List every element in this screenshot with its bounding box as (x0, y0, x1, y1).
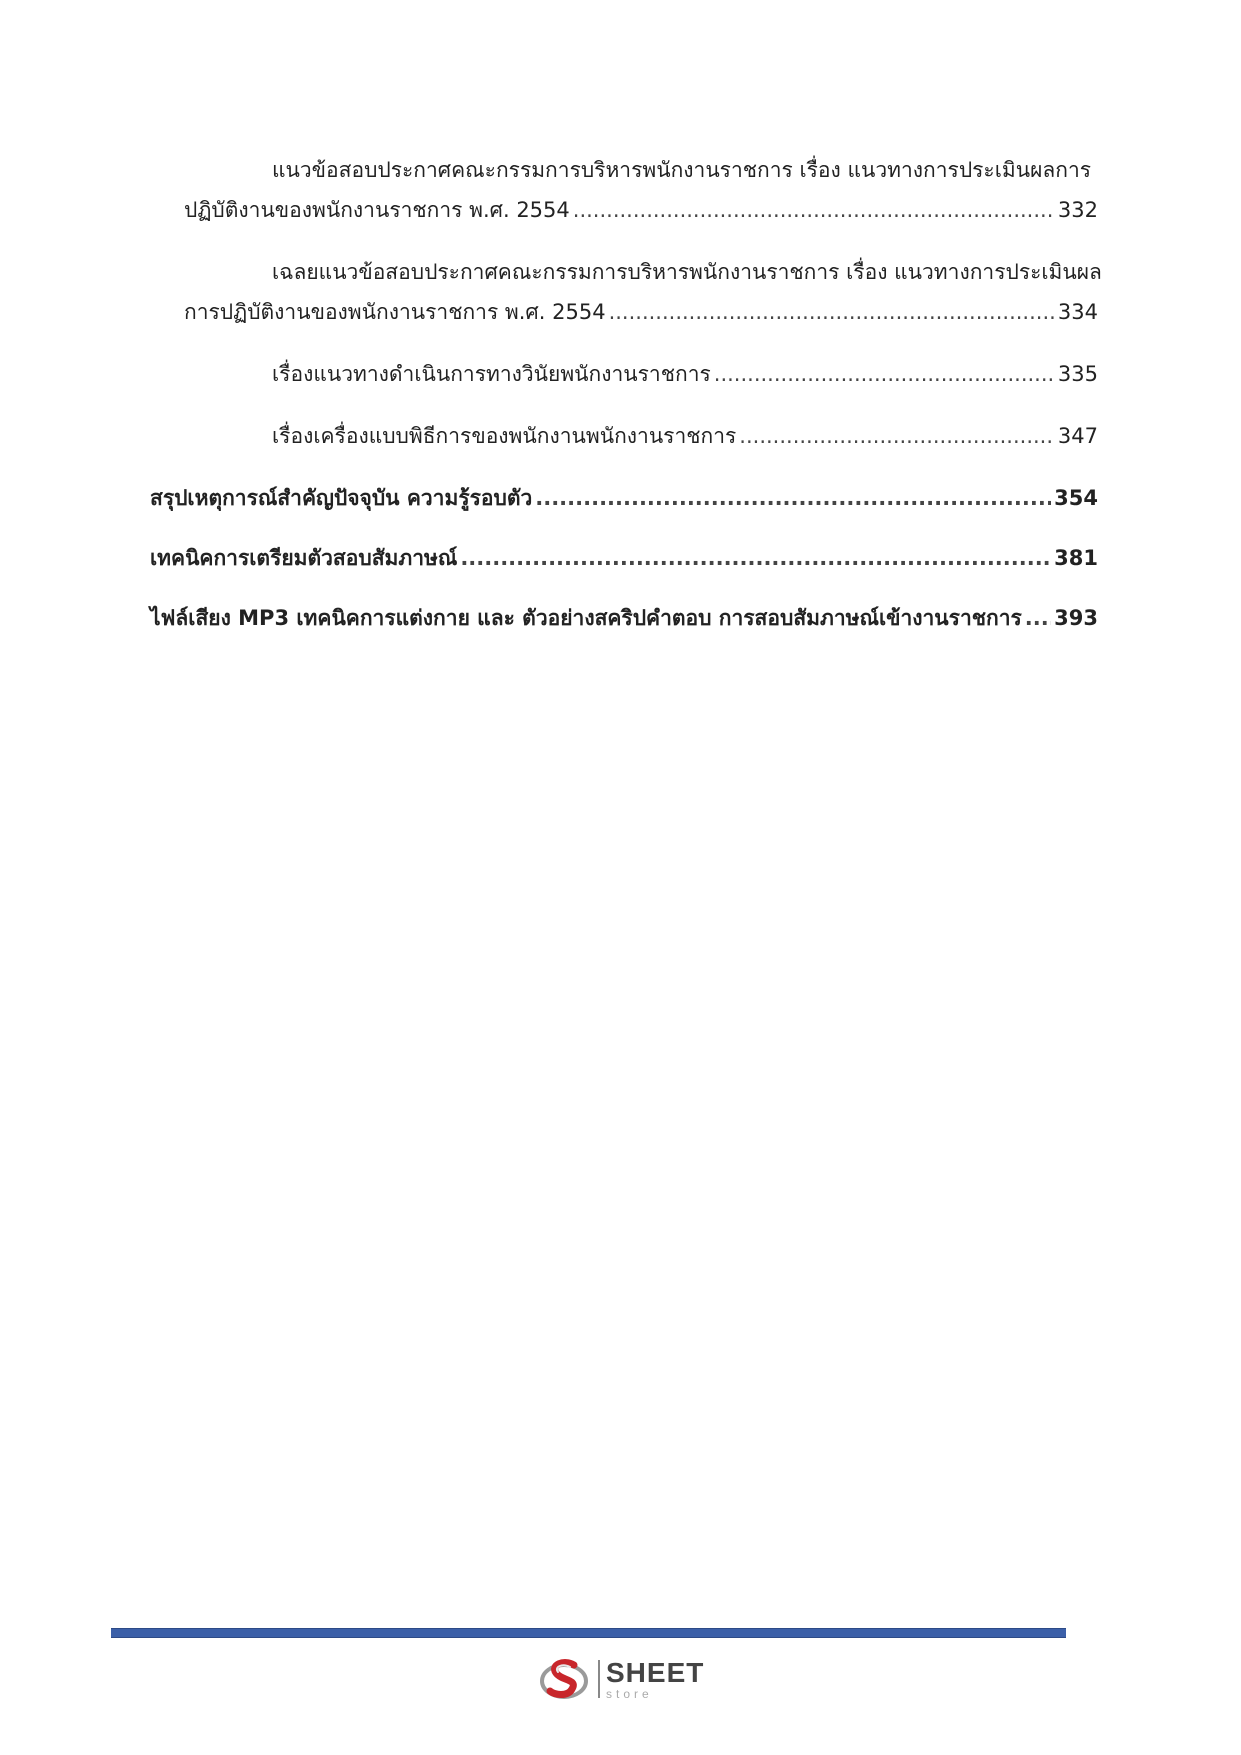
toc-major-line (150, 478, 1098, 518)
toc-page-number: 393 (1054, 606, 1098, 630)
toc-entry-title-line1: แนวข้อสอบประกาศคณะกรรมการบริหารพนักงานราชการ เรื่อง แนวทางการประเมินผลการ (272, 158, 1092, 182)
sheet-store-s-icon (540, 1655, 592, 1703)
logo-separator (598, 1660, 600, 1698)
toc-entry-line (150, 292, 1098, 332)
toc-entry[interactable] (150, 354, 1098, 394)
dot-leader (535, 478, 1051, 518)
dot-leader (714, 354, 1055, 394)
logo-wordmark (606, 1656, 705, 1701)
dot-leader (460, 538, 1051, 578)
toc-page-number: 334 (1057, 300, 1098, 324)
toc-major-title: เทคนิคการเตรียมตัวสอบสัมภาษณ์ (150, 546, 458, 570)
toc-entry-title: เรื่องเครื่องแบบพิธีการของพนักงานพนักงานราชการ (272, 424, 737, 448)
toc-page-number: 335 (1057, 362, 1098, 386)
toc-page-number: 332 (1057, 198, 1098, 222)
toc-major-entry[interactable] (150, 538, 1098, 578)
toc-entry[interactable] (150, 416, 1098, 456)
toc-entry-line (150, 416, 1098, 456)
toc-major-entry[interactable] (150, 598, 1098, 638)
footer-divider (111, 1628, 1066, 1638)
toc-major-title: สรุปเหตุการณ์สำคัญปัจจุบัน ความรู้รอบตัว (150, 486, 533, 510)
toc-entry-title: เรื่องแนวทางดำเนินการทางวินัยพนักงานราชการ (272, 362, 711, 386)
toc-page-number: 381 (1054, 546, 1098, 570)
toc-major-line (150, 598, 1098, 638)
toc-entry-title-line2: ปฏิบัติงานของพนักงานราชการ พ.ศ. 2554 (184, 198, 570, 222)
toc-major-title: ไฟล์เสียง MP3 เทคนิคการแต่งกาย และ ตัวอย่างสคริปคำตอบ การสอบสัมภาษณ์เข้างานราชการ (150, 606, 1022, 630)
logo-sub-text: store (606, 1686, 653, 1701)
toc-entry-line (150, 354, 1098, 394)
toc-entry[interactable] (150, 252, 1102, 332)
dot-leader (739, 416, 1055, 456)
toc-page-number: 347 (1057, 424, 1098, 448)
toc-major-entry[interactable] (150, 478, 1098, 518)
dot-leader (573, 190, 1055, 230)
toc-entry-line (150, 190, 1098, 230)
toc-page-number: 354 (1054, 486, 1098, 510)
toc-entry[interactable] (150, 150, 1098, 230)
dot-leader (1025, 598, 1051, 638)
toc-entry-title-line1: เฉลยแนวข้อสอบประกาศคณะกรรมการบริหารพนักงานราชการ เรื่อง แนวทางการประเมินผล (272, 260, 1102, 284)
toc-major-line (150, 538, 1098, 578)
logo-main-text: SHEET (606, 1656, 705, 1688)
sheet-store-logo (540, 1655, 704, 1703)
table-of-contents (150, 150, 1102, 658)
dot-leader (609, 292, 1055, 332)
toc-entry-title-line2: การปฏิบัติงานของพนักงานราชการ พ.ศ. 2554 (184, 300, 606, 324)
